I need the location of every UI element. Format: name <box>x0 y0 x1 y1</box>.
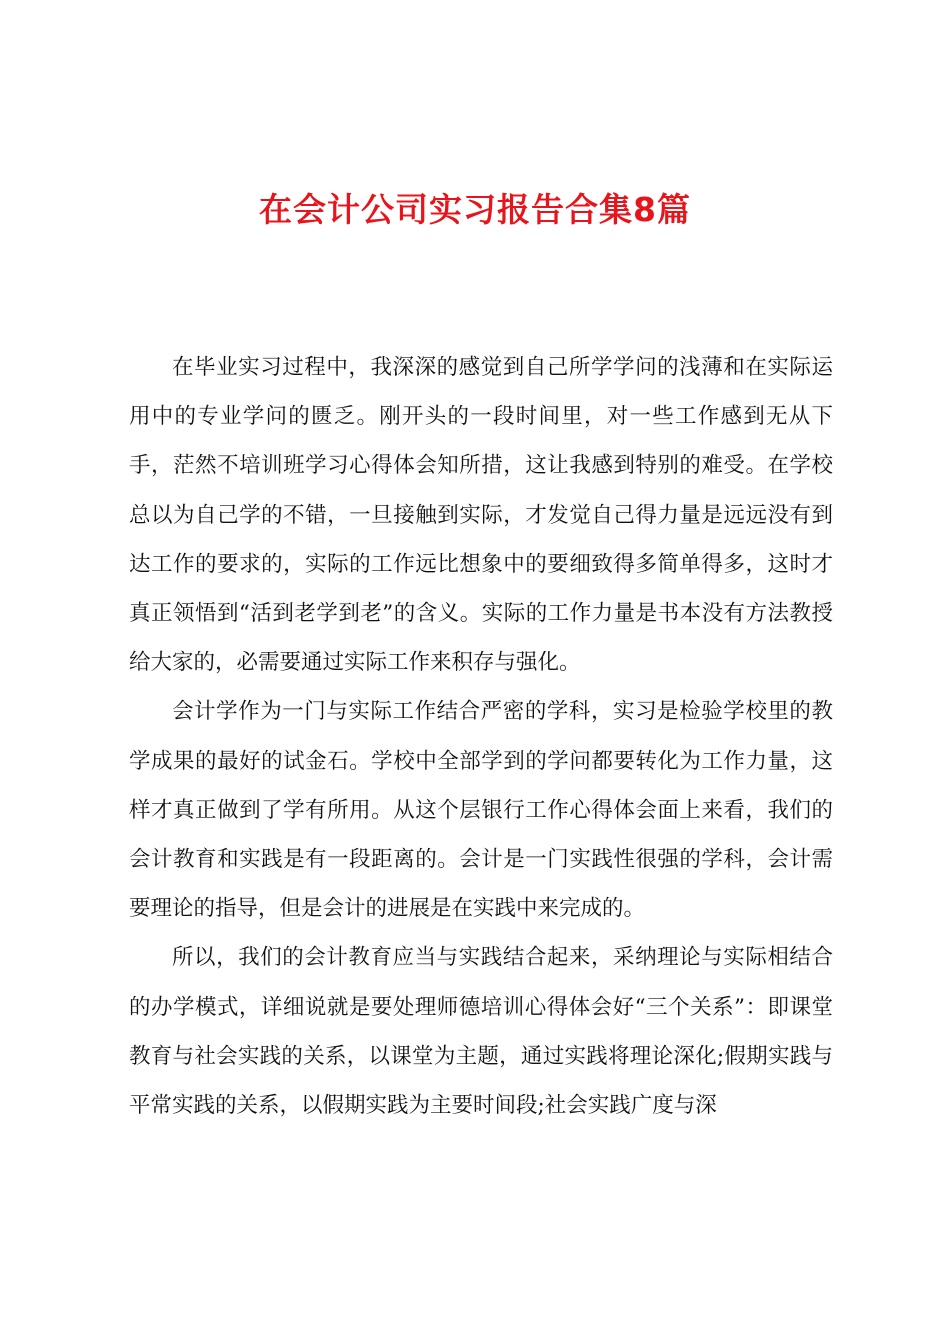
paragraph-2: 会计学作为一门与实际工作结合严密的学科，实习是检验学校里的教学成果的最好的试金石。学校中全部学到的学问都要转化为工作力量，这样才真正做到了学有所用。从这个层银行工作心得体会面上来看，我们的会计教育和实践是有一段距离的。会计是一门实践性很强的学科，会计需要理论的指导，但是会计的进展是在实践中来完成的。 <box>129 699 833 922</box>
paragraph-3: 所以，我们的会计教育应当与实践结合起来，采纳理论与实际相结合的办学模式，详细说就是要处理师德培训心得体会好“三个关系”：即课堂教育与社会实践的关系，以课堂为主题，通过实践将理论深化;假期实践与平常实践的关系，以假期实践为主要时间段;社会实践广度与深 <box>129 945 833 1119</box>
paragraph-1: 在毕业实习过程中，我深深的感觉到自己所学学问的浅薄和在实际运用中的专业学问的匮乏。刚开头的一段时间里，对一些工作感到无从下手，茫然不培训班学习心得体会知所措，这让我感到特别的难受。在学校总以为自己学的不错，一旦接触到实际，才发觉自己得力量是远远没有到达工作的要求的，实际的工作远比想象中的要细致得多简单得多，这时才真正领悟到“活到老学到老”的含义。实际的工作力量是书本没有方法教授给大家的，必需要通过实际工作来积存与强化。 <box>129 355 833 676</box>
document-title: 在会计公司实习报告合集8篇 <box>259 190 691 229</box>
document-body <box>129 343 833 1130</box>
